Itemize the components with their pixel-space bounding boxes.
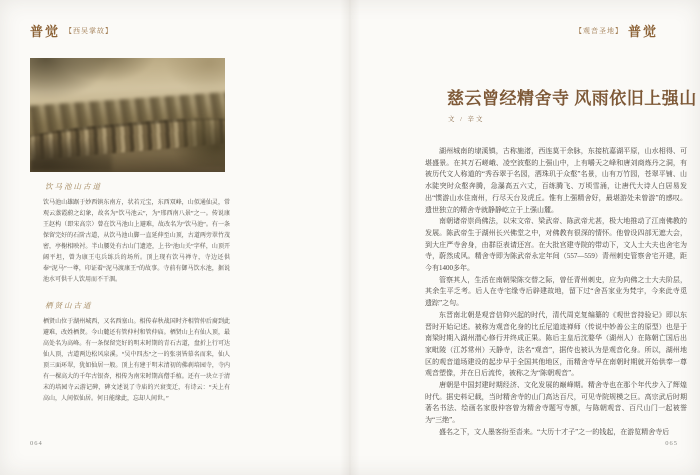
article-byline: 文 / 辛文 bbox=[448, 116, 485, 123]
page-number-left: 064 bbox=[30, 440, 43, 447]
article-paragraph: 唐朝是中国封建时期经济、文化发展的巅峰期。精舍寺也在那个年代步入了辉煌时代。据史料记载，当时精舍寺的山门高达百尺，可见寺院规模之巨。高宗武后时期著名书法、绘画名家殷仲容曾为精舍寺题写寺额，与陈朝观音、百尺山门一起被誉为“三绝”。 bbox=[425, 381, 687, 425]
article-paragraph: 管察其人，生活在南朝梁陈交替之际，曾任青州刺史，应为向佛之士大夫阶层，其余生平乏考。后人在寺宅缘寺后辟建故地，留下过“舍吾家业为梵宇，今来此寺觅遗踪”之句。 bbox=[425, 275, 687, 308]
page-number-right: 065 bbox=[665, 440, 678, 447]
photo-layer-sepia-tone bbox=[30, 58, 225, 172]
section-heading: 饮马池山古道 bbox=[45, 182, 102, 191]
magazine-logo: 普觉 bbox=[627, 24, 658, 39]
section-qixianshan bbox=[43, 300, 230, 405]
section-heading: 栖贤山古道 bbox=[45, 301, 93, 310]
section-body: 饮马池山雄踞于妙西镇东南方，状若元宝，东西双峰，山似通仙灵，常观云蒸霞蔚之幻象，故名为“饮马池云”，为“邢西南八景”之一。传说康王赵构（即宋高宗）曾在饮马池山上避难，故改名为“饮马池”。有一条保留完好的石阶古道，从饮马池山脚一直延伸至山顶，古道两旁翠竹茂密，亭榭相映衬。半山腰处有古山门遗迹，上书“池山关”字样，山顶开阔平坦，曾为康王屯兵练兵的场所。顶上现有饮马禅寺，寺边还供奉“泥马”一尊，印证着“泥马渡康王”的故事。寺前有御马饮水池，据说池水可供千人饮用而不干涸。 bbox=[43, 200, 230, 283]
article-paragraph: 南朝诸帝崇尚佛法，以宋文帝、梁武帝、陈武帝尤甚，极大地推动了江南佛教的发展。陈武帝生于湖州长兴佛堂之中，对佛教有很深的情怀。他曾设四部无遮大会，到大庄严寺舍身，由群臣表请还宫。在大批宫建寺院的带动下，文人士大夫也舍宅为寺，蔚然成风。精舍寺即为陈武帝永定年间（557—559）青州刺史管察舍宅开建，距今有1400多年。 bbox=[425, 217, 687, 273]
article-title: 慈云曾经精舍寺 风雨依旧上强山 bbox=[447, 89, 697, 108]
section-yinmachi bbox=[43, 181, 230, 286]
article-paragraph: 盛名之下，文人墨客纷至沓来。“大历十才子”之一的钱起，在游览精舍寺后 bbox=[439, 427, 670, 436]
magazine-logo: 普觉 bbox=[30, 24, 61, 39]
roof-tiles-photo bbox=[30, 58, 225, 172]
article-body bbox=[425, 146, 687, 439]
page-right bbox=[350, 0, 700, 475]
article-paragraph: 湖州城南的埭溪镇，古称施渚，西连莫干余脉，东接杭嘉湖平原，山水相得、可堪盛景。在其万石嵯峨、凌空波壑的上强山中，上有嚼天之峰和唐刘商炼丹之洞，有被历代文人称道的“秀吞翠于名园，洒珠玑于众壑”名景，山有万竹园，苍翠平铺、山水陡突时众壑奔腾，急瀑高五六丈，百练腾飞、万顷雪涌，让唐代大诗人白居易发出“惯游山水住南州，行尽天台及虎丘。惟有上强精舍好，最堪游处未曾游”的感叹。遗世独立的精舍寺就静静屹立于上强山麓。 bbox=[425, 147, 687, 214]
right-column-label: 【观音圣地】 bbox=[574, 26, 623, 35]
right-page-header bbox=[575, 21, 658, 40]
left-page-header bbox=[30, 21, 113, 40]
left-page-text-column bbox=[43, 181, 230, 405]
article-paragraph: 东晋南北朝是观音信仰兴起的时代，清代周克复编纂的《观世音持验记》即以东晋时开始记述。被称为观音化身的比丘尼道迹禅师（传说中妙善公主的原型）也是于南梁时期入湖州潜心修行并终成正果。陈后主皇后沈婺华（湖州人）在陈朝亡国后出家毗陵（江苏常州）天静寺，法名“观音”，据传也被认为是观音化身。所以，湖州地区的观音道场建设的起步早于全国其他地区，而精舍寺早在南朝时期就开始供奉一尊观音塑像，并在日后流传，被称之为“陈朝观音”。 bbox=[425, 310, 687, 378]
section-body: 栖贤山位于湖州城西，又名西塞山。相传春秋战国时齐相管仲后裔到此避难，改姓栖贤。今山麓还有管仲村和管仲庙。栖贤山上有仙人顶，最高处名为高峰。有一条保留完好的明末时期的青石古道，盘折上行可达仙人顶，古道两边松风泉溪。“吴中四杰”之一的张羽皆慕名而来，仙人顶三面环翠，犹如仙居一般。顶上有建于明末清初的佛刹培园寺，寺内有一棵高大的千年古银杏，相传为南宋时期高僧手植。还有一块立于清末的培园寺云游记碑，碑文述说了寺庙的兴衰变迁，有诗云：“天上有高山，人间似仙居。何日能缘此，忘却人间世。” bbox=[43, 319, 230, 402]
left-column-label: 【西吴掌故】 bbox=[65, 26, 114, 35]
